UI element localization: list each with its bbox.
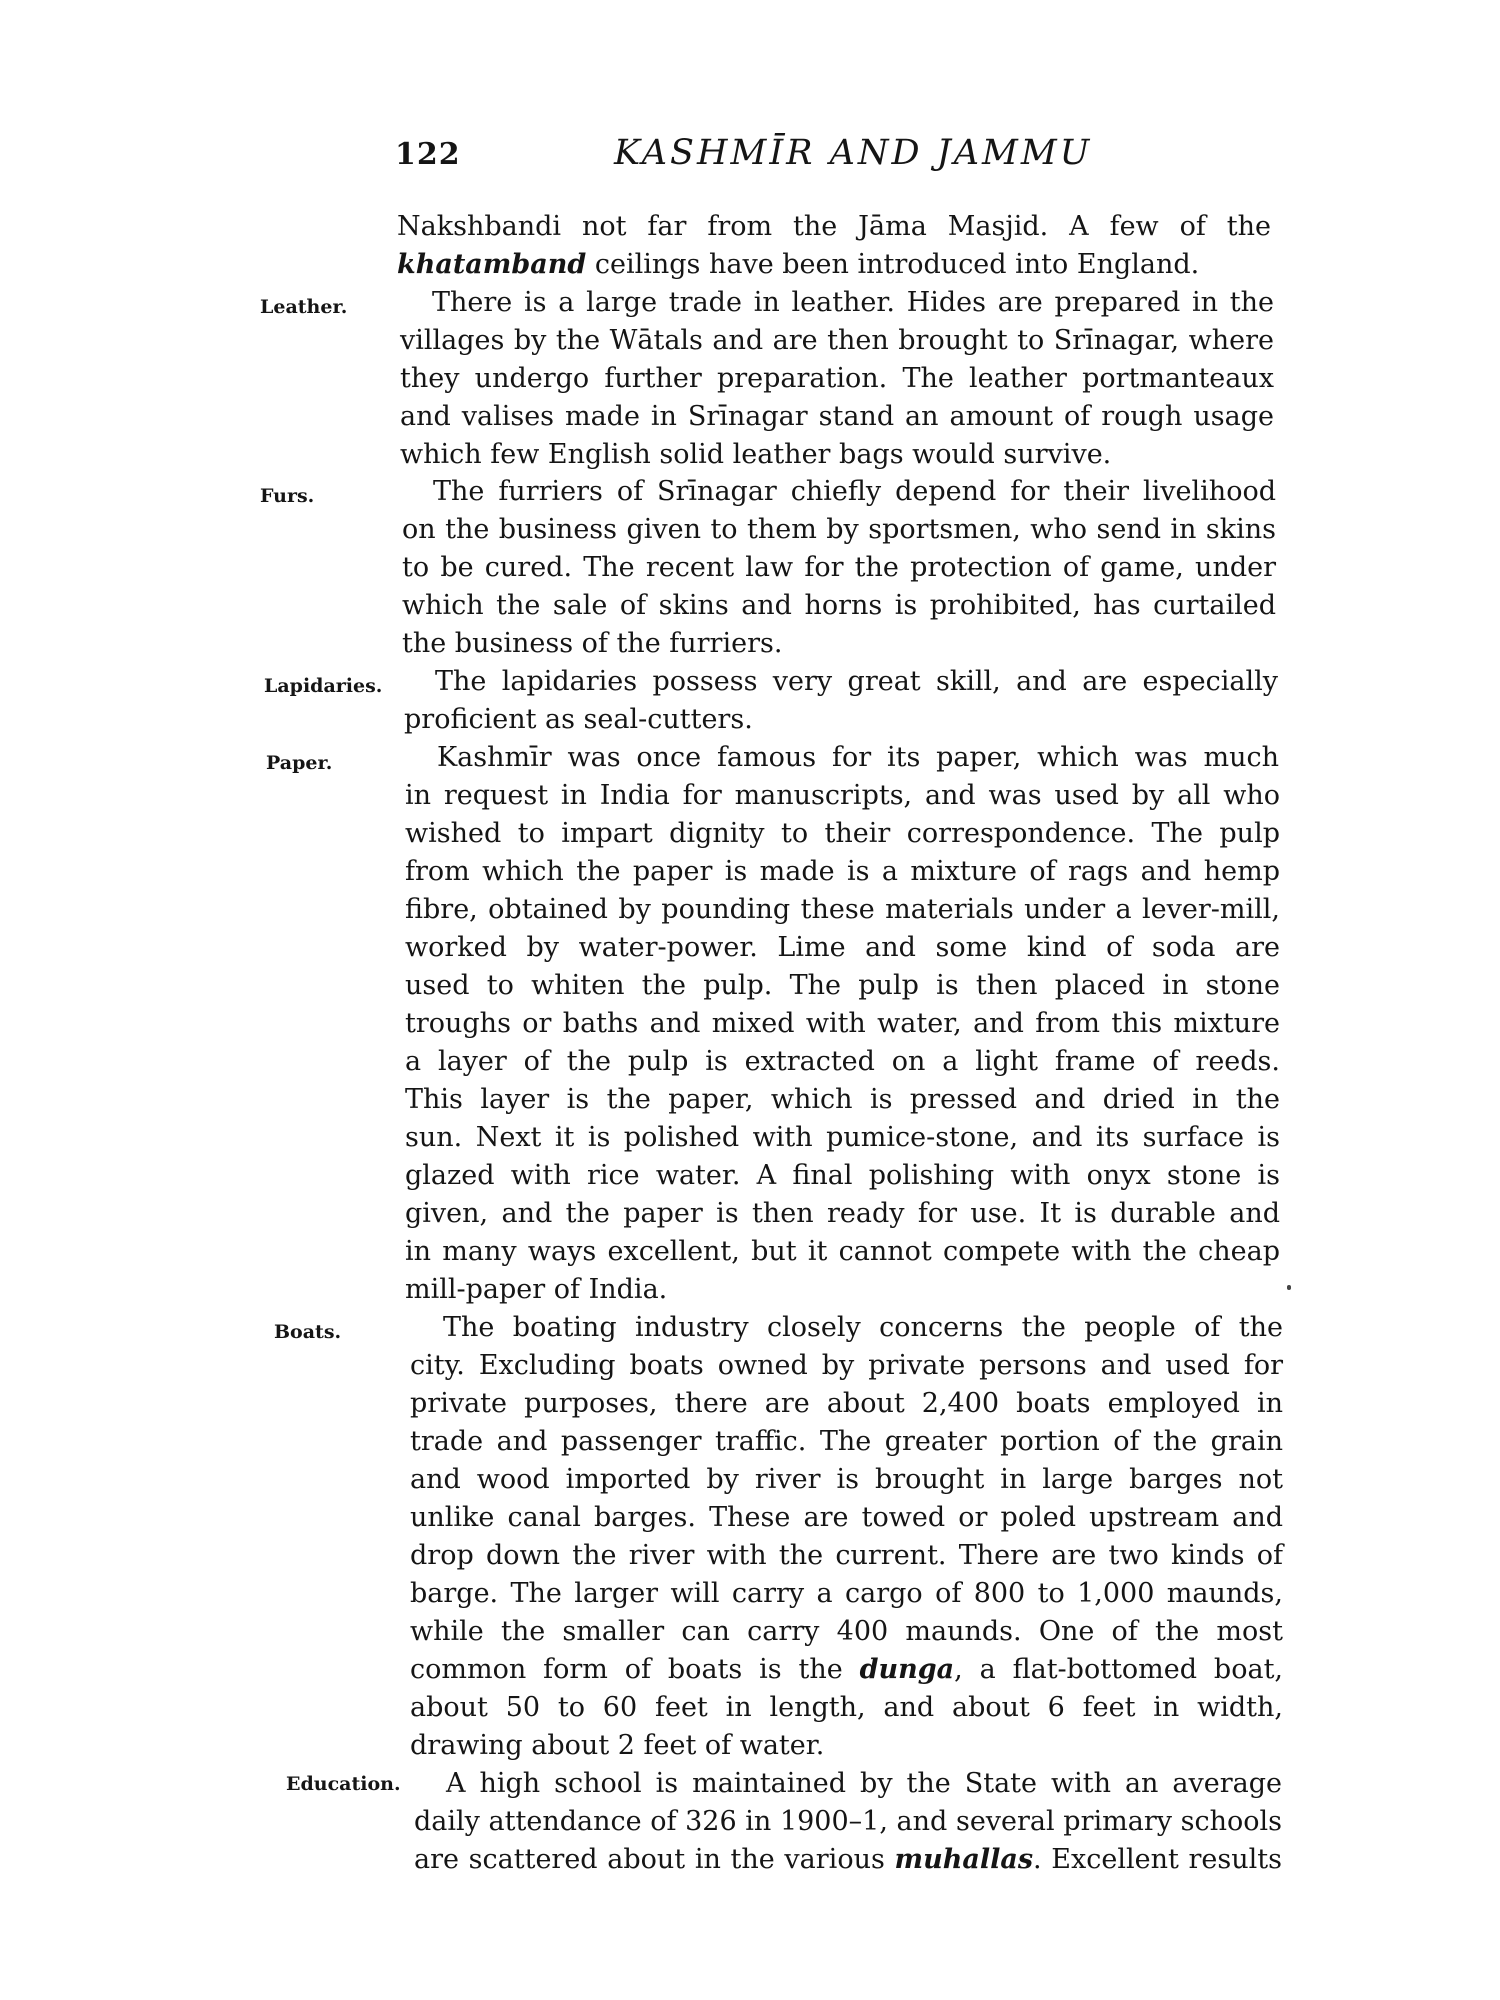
- text-line: [410, 1652, 1283, 1688]
- text-line: The furriers of Srīnagar chiefly depend for their livelihood: [433, 476, 1276, 507]
- text-line: and valises made in Srīnagar stand an amount of rough usage: [400, 401, 1274, 432]
- text-line: city. Excluding boats owned by private persons and used for: [410, 1350, 1283, 1381]
- text-line: which few English solid leather bags would survive.: [400, 439, 1112, 470]
- text-line: worked by water-power. Lime and some kind of soda are: [405, 932, 1280, 963]
- side-note-lapidaries: Lapidaries.: [264, 675, 383, 697]
- text-line: troughs or baths and mixed with water, and from this mixture: [405, 1008, 1280, 1039]
- text-line: [414, 1842, 1282, 1878]
- text-line: used to whiten the pulp. The pulp is then placed in stone: [405, 970, 1280, 1001]
- page-number: 122: [395, 137, 461, 172]
- text-line: There is a large trade in leather. Hides are prepared in the: [432, 287, 1274, 318]
- text-fragment: ceilings have been introduced into England.: [586, 249, 1200, 280]
- text-fragment: . Excellent results: [1033, 1844, 1282, 1875]
- running-title: KASHMĪR AND JAMMU: [614, 133, 1093, 173]
- text-line: Nakshbandi not far from the Jāma Masjid. A few of the: [397, 211, 1271, 242]
- text-line: drawing about 2 feet of water.: [410, 1730, 825, 1761]
- italic-term: dunga: [859, 1654, 955, 1685]
- text-line: The boating industry closely concerns the people of the: [443, 1312, 1283, 1343]
- side-note-leather: Leather.: [260, 296, 348, 318]
- text-line: given, and the paper is then ready for use. It is durable and: [405, 1198, 1280, 1229]
- text-line: while the smaller can carry 400 maunds. One of the most: [410, 1616, 1283, 1647]
- text-fragment: are scattered about in the various: [414, 1844, 895, 1875]
- text-line: fibre, obtained by pounding these materials under a lever-mill,: [405, 894, 1280, 925]
- text-line: barge. The larger will carry a cargo of 800 to 1,000 maunds,: [410, 1578, 1283, 1609]
- text-line: to be cured. The recent law for the protection of game, under: [402, 552, 1276, 583]
- text-line: villages by the Wātals and are then brought to Srīnagar, where: [400, 325, 1274, 356]
- text-line: The lapidaries possess very great skill, and are especially: [435, 666, 1278, 697]
- side-note-paper: Paper.: [266, 752, 333, 774]
- text-line: the business of the furriers.: [402, 628, 783, 659]
- text-fragment: common form of boats is the: [410, 1654, 860, 1685]
- text-line: daily attendance of 326 in 1900–1, and several primary schools: [414, 1806, 1282, 1837]
- text-line: and wood imported by river is brought in large barges not: [410, 1464, 1283, 1495]
- text-line: A high school is maintained by the State with an average: [446, 1768, 1282, 1799]
- italic-term: muhallas: [894, 1844, 1034, 1875]
- side-note-boats: Boats.: [274, 1321, 342, 1343]
- text-line: from which the paper is made is a mixture of rags and hemp: [405, 856, 1280, 887]
- text-line: glazed with rice water. A final polishing with onyx stone is: [405, 1160, 1280, 1191]
- text-line: unlike canal barges. These are towed or poled upstream and: [410, 1502, 1283, 1533]
- text-line: private purposes, there are about 2,400 boats employed in: [410, 1388, 1283, 1419]
- text-line: trade and passenger traffic. The greater portion of the grain: [410, 1426, 1283, 1457]
- text-line: This layer is the paper, which is pressed and dried in the: [405, 1084, 1280, 1115]
- text-line: proficient as seal-cutters.: [404, 704, 753, 735]
- text-line: about 50 to 60 feet in length, and about 6 feet in width,: [410, 1692, 1283, 1723]
- page-header: [0, 133, 1500, 183]
- text-line: on the business given to them by sportsmen, who send in skins: [402, 514, 1276, 545]
- ink-speck: [1287, 1285, 1291, 1290]
- text-line: mill-paper of India.: [405, 1274, 668, 1305]
- text-line: sun. Next it is polished with pumice-stone, and its surface is: [405, 1122, 1280, 1153]
- side-note-education: Education.: [286, 1773, 401, 1795]
- text-line: in many ways excellent, but it cannot compete with the cheap: [405, 1236, 1280, 1267]
- text-line: drop down the river with the current. There are two kinds of: [410, 1540, 1283, 1571]
- text-line: they undergo further preparation. The leather portmanteaux: [400, 363, 1274, 394]
- text-line: in request in India for manuscripts, and was used by all who: [405, 780, 1280, 811]
- text-line: [397, 247, 1242, 283]
- text-line: wished to impart dignity to their correspondence. The pulp: [405, 818, 1280, 849]
- italic-term: khatamband: [397, 249, 587, 280]
- text-line: Kashmīr was once famous for its paper, which was much: [437, 742, 1279, 773]
- text-fragment: , a flat-bottomed boat,: [954, 1654, 1283, 1685]
- side-note-furs: Furs.: [260, 485, 315, 507]
- text-line: which the sale of skins and horns is prohibited, has curtailed: [402, 590, 1276, 621]
- text-line: a layer of the pulp is extracted on a light frame of reeds.: [405, 1046, 1280, 1077]
